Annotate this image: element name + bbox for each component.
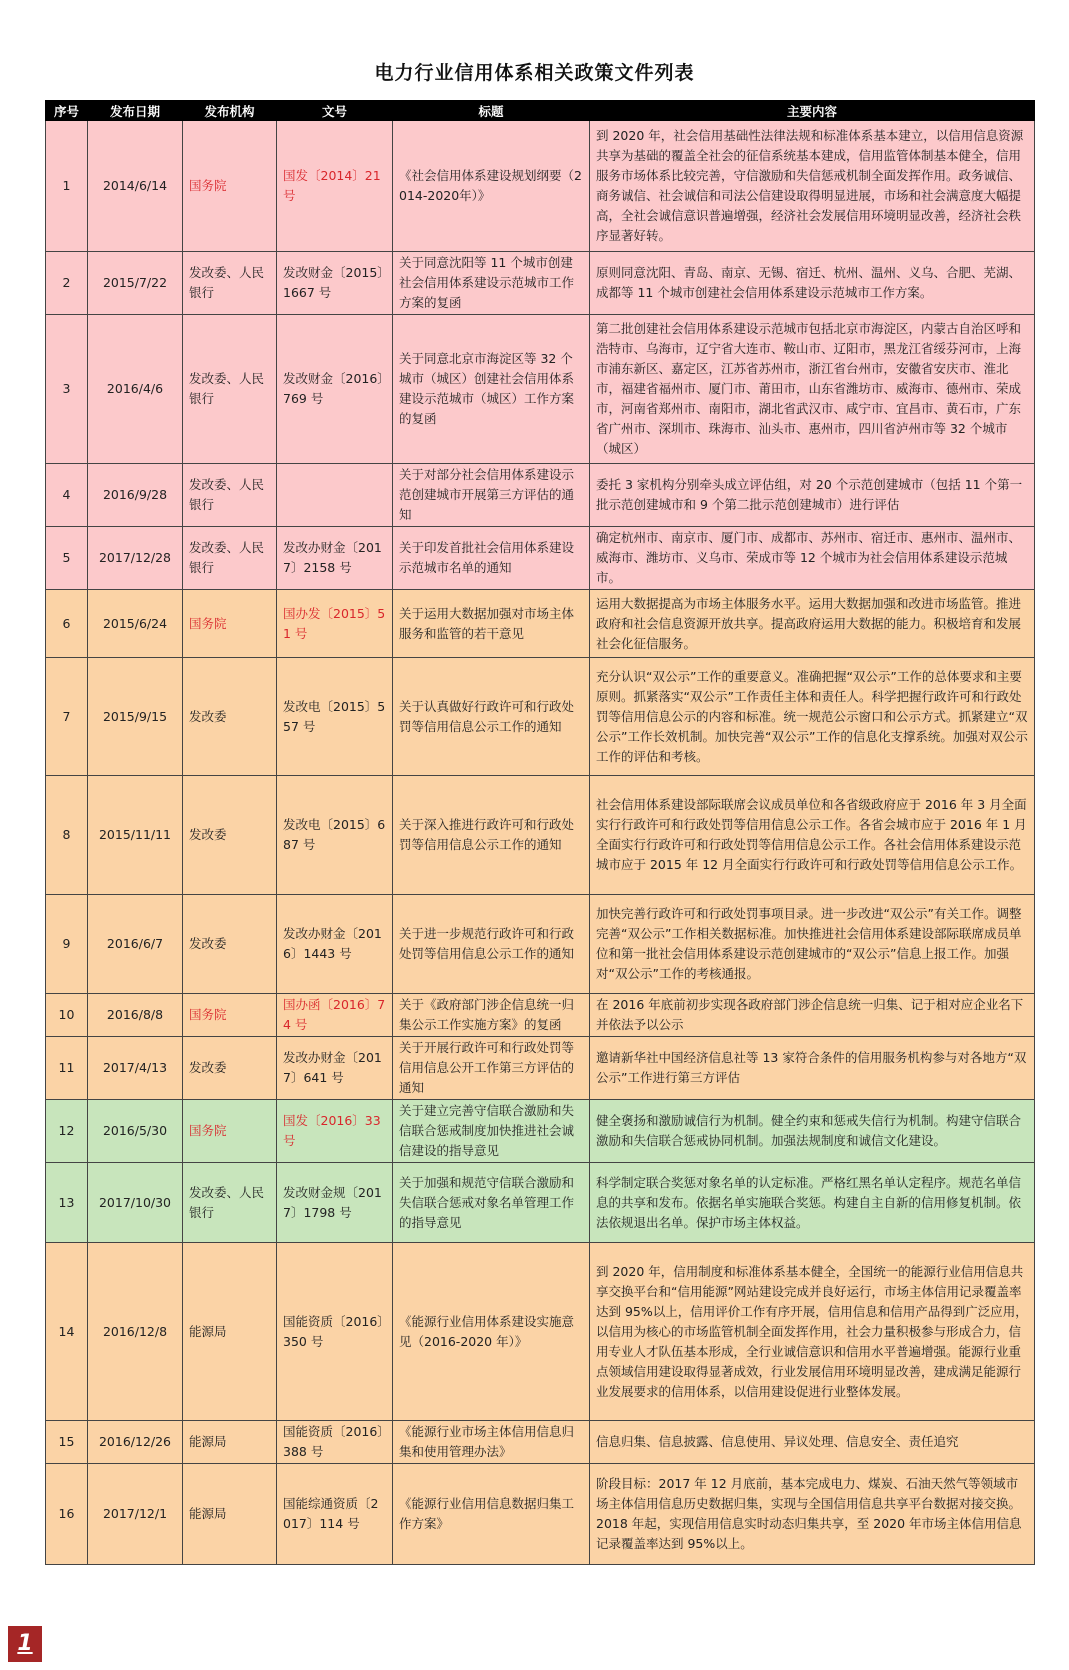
cell-org: 国务院 <box>183 1100 277 1163</box>
cell-title: 关于同意沈阳等 11 个城市创建社会信用体系建设示范城市工作方案的复函 <box>393 252 590 315</box>
cell-content: 到 2020 年，信用制度和标准体系基本健全，全国统一的能源行业信用信息共享交换平台和“信用能源”网站建设完成并良好运行，市场主体信用记录覆盖率达到 95%以上，信用评价工作有序开展，信用信息和信用产品得到广泛应用，以信用为核心的市场监管机制全面发挥作用，社会力量积极参与形成合力，信用专业人才队伍基本形成，全行业诚信意识和信用水平普遍增强。能源行业重点领域信用建设取得显著成效，行业发展信用环境明显改善，建成满足能源行业发展要求的信用体系，以信用建设促进行业整体发展。 <box>590 1243 1035 1421</box>
table-row <box>46 1464 1035 1565</box>
page-title: 电力行业信用体系相关政策文件列表 <box>374 62 695 84</box>
table-row <box>46 776 1035 895</box>
cell-content: 健全褒扬和激励诚信行为机制。健全约束和惩戒失信行为机制。构建守信联合激励和失信联合惩戒协同机制。加强法规制度和诚信文化建设。 <box>590 1100 1035 1163</box>
table-header-row <box>46 101 1035 121</box>
table-row <box>46 1243 1035 1421</box>
cell-index: 1 <box>46 121 88 252</box>
cell-title: 关于深入推进行政许可和行政处罚等信用信息公示工作的通知 <box>393 776 590 895</box>
page-number: 1 <box>17 1631 33 1656</box>
cell-date: 2017/12/1 <box>88 1464 183 1565</box>
table-row <box>46 1100 1035 1163</box>
cell-content: 邀请新华社中国经济信息社等 13 家符合条件的信用服务机构参与对各地方“双公示”工作进行第三方评估 <box>590 1037 1035 1100</box>
cell-content: 原则同意沈阳、青岛、南京、无锡、宿迁、杭州、温州、义乌、合肥、芜湖、成都等 11 个城市创建社会信用体系建设示范城市工作方案。 <box>590 252 1035 315</box>
table-row <box>46 121 1035 252</box>
cell-title: 关于加强和规范守信联合激励和失信联合惩戒对象名单管理工作的指导意见 <box>393 1163 590 1243</box>
cell-content: 第二批创建社会信用体系建设示范城市包括北京市海淀区，内蒙古自治区呼和浩特市、乌海市，辽宁省大连市、鞍山市、辽阳市，黑龙江省绥芬河市，上海市浦东新区、嘉定区，江苏省苏州市，浙江省台州市，安徽省安庆市、淮北市，福建省福州市、厦门市、莆田市，山东省潍坊市、威海市、德州市、荣成市，河南省郑州市、南阳市，湖北省武汉市、咸宁市、宜昌市、黄石市，广东省广州市、深圳市、珠海市、汕头市、惠州市，四川省泸州市等 32 个城市（城区） <box>590 315 1035 464</box>
cell-docno: 发改财金〔2015〕1667 号 <box>277 252 393 315</box>
table-row <box>46 658 1035 776</box>
cell-title: 《能源行业信用信息数据归集工作方案》 <box>393 1464 590 1565</box>
cell-org: 国务院 <box>183 590 277 658</box>
cell-org: 发改委 <box>183 1037 277 1100</box>
cell-title: 关于认真做好行政许可和行政处罚等信用信息公示工作的通知 <box>393 658 590 776</box>
header-content: 主要内容 <box>590 101 1035 121</box>
table-row <box>46 1163 1035 1243</box>
cell-title: 《社会信用体系建设规划纲要（2014-2020年）》 <box>393 121 590 252</box>
cell-index: 10 <box>46 994 88 1037</box>
cell-index: 13 <box>46 1163 88 1243</box>
cell-org: 发改委、人民银行 <box>183 252 277 315</box>
cell-content: 在 2016 年底前初步实现各政府部门涉企信息统一归集、记于相对应企业名下并依法予以公示 <box>590 994 1035 1037</box>
cell-content: 确定杭州市、南京市、厦门市、成都市、苏州市、宿迁市、惠州市、温州市、威海市、潍坊市、义乌市、荣成市等 12 个城市为社会信用体系建设示范城市。 <box>590 527 1035 590</box>
cell-title: 关于建立完善守信联合激励和失信联合惩戒制度加快推进社会诚信建设的指导意见 <box>393 1100 590 1163</box>
cell-title: 关于运用大数据加强对市场主体服务和监管的若干意见 <box>393 590 590 658</box>
cell-docno: 发改财金〔2016〕769 号 <box>277 315 393 464</box>
table-row <box>46 464 1035 527</box>
cell-date: 2015/7/22 <box>88 252 183 315</box>
cell-date: 2017/4/13 <box>88 1037 183 1100</box>
cell-org: 发改委、人民银行 <box>183 315 277 464</box>
cell-content: 阶段目标：2017 年 12 月底前，基本完成电力、煤炭、石油天然气等领域市场主体信用信息历史数据归集，实现与全国信用信息共享平台数据对接交换。2018 年起，实现信用信息实时动态归集共享，至 2020 年市场主体信用信息记录覆盖率达到 95%以上。 <box>590 1464 1035 1565</box>
cell-content: 充分认识“双公示”工作的重要意义。准确把握“双公示”工作的总体要求和主要原则。抓紧落实“双公示”工作责任主体和责任人。科学把握行政许可和行政处罚等信用信息公示的内容和标准。统一规范公示窗口和公示方式。抓紧建立“双公示”工作长效机制。加快完善“双公示”工作的信息化支撑系统。加强对双公示工作的评估和考核。 <box>590 658 1035 776</box>
header-docno: 文号 <box>277 101 393 121</box>
cell-date: 2015/9/15 <box>88 658 183 776</box>
cell-docno: 国能综通资质〔2017〕114 号 <box>277 1464 393 1565</box>
cell-title: 关于对部分社会信用体系建设示范创建城市开展第三方评估的通知 <box>393 464 590 527</box>
header-date: 发布日期 <box>88 101 183 121</box>
cell-date: 2016/8/8 <box>88 994 183 1037</box>
cell-docno: 发改办财金〔2017〕641 号 <box>277 1037 393 1100</box>
cell-index: 2 <box>46 252 88 315</box>
cell-index: 5 <box>46 527 88 590</box>
cell-content: 社会信用体系建设部际联席会议成员单位和各省级政府应于 2016 年 3 月全面实行行政许可和行政处罚等信用信息公示工作。各省会城市应于 2016 年 1 月全面实行行政许可和行政处罚等信用信息公示工作。各社会信用体系建设示范城市应于 2015 年 12 月全面实行行政许可和行政处罚等信用信息公示工作。 <box>590 776 1035 895</box>
table-row <box>46 895 1035 994</box>
header-title: 标题 <box>393 101 590 121</box>
cell-index: 9 <box>46 895 88 994</box>
cell-docno: 发改电〔2015〕557 号 <box>277 658 393 776</box>
cell-title: 关于开展行政许可和行政处罚等信用信息公开工作第三方评估的通知 <box>393 1037 590 1100</box>
cell-content: 到 2020 年，社会信用基础性法律法规和标准体系基本建立，以信用信息资源共享为基础的覆盖全社会的征信系统基本建成，信用监管体制基本健全，信用服务市场体系比较完善，守信激励和失信惩戒机制全面发挥作用。政务诚信、商务诚信、社会诚信和司法公信建设取得明显进展，市场和社会满意度大幅提高，全社会诚信意识普遍增强，经济社会发展信用环境明显改善，经济社会秩序显著好转。 <box>590 121 1035 252</box>
cell-docno: 发改财金规〔2017〕1798 号 <box>277 1163 393 1243</box>
cell-docno: 国办发〔2015〕51 号 <box>277 590 393 658</box>
cell-docno: 国办函〔2016〕74 号 <box>277 994 393 1037</box>
table-row <box>46 994 1035 1037</box>
cell-docno: 发改办财金〔2017〕2158 号 <box>277 527 393 590</box>
cell-title: 《能源行业市场主体信用信息归集和使用管理办法》 <box>393 1421 590 1464</box>
table-row <box>46 590 1035 658</box>
table-row <box>46 252 1035 315</box>
cell-index: 3 <box>46 315 88 464</box>
cell-index: 8 <box>46 776 88 895</box>
cell-content: 科学制定联合奖惩对象名单的认定标准。严格红黑名单认定程序。规范名单信息的共享和发布。依据名单实施联合奖惩。构建自主自新的信用修复机制。依法依规退出名单。保护市场主体权益。 <box>590 1163 1035 1243</box>
cell-org: 能源局 <box>183 1243 277 1421</box>
page-number-badge <box>8 1626 42 1662</box>
cell-org: 国务院 <box>183 121 277 252</box>
header-org: 发布机构 <box>183 101 277 121</box>
cell-title: 关于印发首批社会信用体系建设示范城市名单的通知 <box>393 527 590 590</box>
cell-date: 2017/12/28 <box>88 527 183 590</box>
cell-index: 12 <box>46 1100 88 1163</box>
table-row <box>46 315 1035 464</box>
cell-index: 14 <box>46 1243 88 1421</box>
policy-table <box>45 100 1035 1565</box>
cell-org: 国务院 <box>183 994 277 1037</box>
cell-index: 6 <box>46 590 88 658</box>
cell-date: 2016/5/30 <box>88 1100 183 1163</box>
header-index: 序号 <box>46 101 88 121</box>
cell-title: 关于《政府部门涉企信息统一归集公示工作实施方案》的复函 <box>393 994 590 1037</box>
cell-docno: 国发〔2014〕21号 <box>277 121 393 252</box>
cell-content: 信息归集、信息披露、信息使用、异议处理、信息安全、责任追究 <box>590 1421 1035 1464</box>
cell-docno: 发改办财金〔2016〕1443 号 <box>277 895 393 994</box>
cell-title: 《能源行业信用体系建设实施意见（2016-2020 年）》 <box>393 1243 590 1421</box>
cell-index: 16 <box>46 1464 88 1565</box>
cell-index: 11 <box>46 1037 88 1100</box>
cell-date: 2016/12/8 <box>88 1243 183 1421</box>
cell-org: 能源局 <box>183 1421 277 1464</box>
cell-date: 2017/10/30 <box>88 1163 183 1243</box>
cell-docno: 国能资质〔2016〕350 号 <box>277 1243 393 1421</box>
cell-org: 发改委、人民银行 <box>183 1163 277 1243</box>
cell-title: 关于同意北京市海淀区等 32 个城市（城区）创建社会信用体系建设示范城市（城区）工作方案的复函 <box>393 315 590 464</box>
cell-content: 运用大数据提高为市场主体服务水平。运用大数据加强和改进市场监管。推进政府和社会信息资源开放共享。提高政府运用大数据的能力。积极培育和发展社会化征信服务。 <box>590 590 1035 658</box>
table-row <box>46 1421 1035 1464</box>
cell-index: 7 <box>46 658 88 776</box>
table-row <box>46 527 1035 590</box>
cell-index: 15 <box>46 1421 88 1464</box>
cell-content: 委托 3 家机构分别牵头成立评估组，对 20 个示范创建城市（包括 11 个第一批示范创建城市和 9 个第二批示范创建城市）进行评估 <box>590 464 1035 527</box>
cell-docno: 国发〔2016〕33 号 <box>277 1100 393 1163</box>
table-row <box>46 1037 1035 1100</box>
cell-date: 2015/6/24 <box>88 590 183 658</box>
cell-date: 2014/6/14 <box>88 121 183 252</box>
cell-index: 4 <box>46 464 88 527</box>
cell-title: 关于进一步规范行政许可和行政处罚等信用信息公示工作的通知 <box>393 895 590 994</box>
cell-org: 发改委 <box>183 776 277 895</box>
cell-date: 2016/4/6 <box>88 315 183 464</box>
cell-date: 2015/11/11 <box>88 776 183 895</box>
cell-docno: 发改电〔2015〕687 号 <box>277 776 393 895</box>
cell-org: 发改委、人民银行 <box>183 464 277 527</box>
cell-org: 能源局 <box>183 1464 277 1565</box>
cell-content: 加快完善行政许可和行政处罚事项目录。进一步改进“双公示”有关工作。调整完善“双公示”工作相关数据标准。加快推进社会信用体系建设部际联席成员单位和第一批社会信用体系建设示范创建城市的“双公示”信息上报工作。加强对“双公示”工作的考核通报。 <box>590 895 1035 994</box>
cell-org: 发改委 <box>183 895 277 994</box>
cell-date: 2016/9/28 <box>88 464 183 527</box>
cell-org: 发改委 <box>183 658 277 776</box>
cell-date: 2016/6/7 <box>88 895 183 994</box>
cell-org: 发改委、人民银行 <box>183 527 277 590</box>
cell-docno <box>277 464 393 527</box>
cell-docno: 国能资质〔2016〕388 号 <box>277 1421 393 1464</box>
cell-date: 2016/12/26 <box>88 1421 183 1464</box>
